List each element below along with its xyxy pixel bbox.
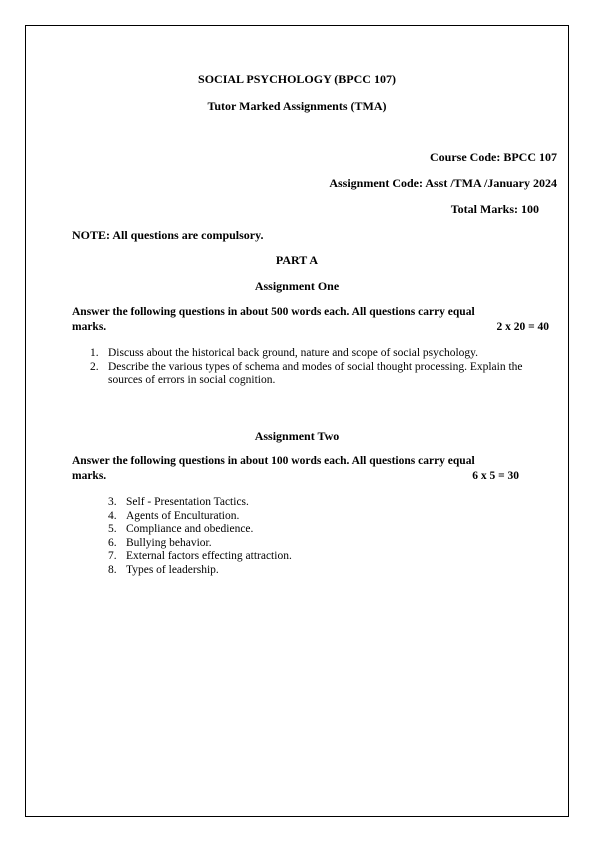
question-item	[90, 347, 550, 361]
question-item	[108, 523, 508, 537]
question-text: Describe the various types of schema and modes of social thought processing. Explain the	[108, 360, 523, 373]
part-heading: PART A	[275, 253, 319, 267]
question-number: 4.	[108, 509, 117, 522]
question-number: 6.	[108, 536, 117, 549]
assignment-one-instruction-cont: marks.	[72, 321, 107, 333]
question-item	[90, 361, 550, 388]
question-number: 5.	[108, 523, 117, 535]
question-number: 7.	[108, 550, 117, 562]
note-text: NOTE: All questions are compulsory.	[72, 228, 264, 242]
question-text: Types of leadership.	[126, 563, 219, 576]
question-text: External factors effecting attraction.	[126, 550, 292, 562]
question-item	[108, 537, 508, 551]
question-text: Self - Presentation Tactics.	[126, 496, 249, 508]
assignment-two-heading: Assignment Two	[254, 429, 340, 443]
assignment-one-questions	[90, 347, 550, 388]
page-border	[25, 25, 569, 817]
question-text: Bullying behavior.	[126, 536, 212, 549]
question-number: 3.	[108, 496, 117, 508]
assignment-one-instruction: Answer the following questions in about 500 words each. All questions carry equal	[72, 306, 475, 318]
question-number: 1.	[90, 347, 99, 359]
total-marks: Total Marks: 100	[450, 202, 539, 216]
question-item	[108, 564, 508, 578]
assignment-two-questions	[108, 496, 508, 577]
question-text: Discuss about the historical back ground, nature and scope of social psychology.	[108, 347, 479, 359]
question-number: 8.	[108, 563, 117, 576]
document-subtitle: Tutor Marked Assignments (TMA)	[207, 99, 387, 113]
assignment-two-instruction: Answer the following questions in about 100 words each. All questions carry equal	[72, 455, 475, 467]
course-title: SOCIAL PSYCHOLOGY (BPCC 107)	[198, 72, 396, 86]
course-code: Course Code: BPCC 107	[430, 150, 557, 164]
assignment-one-heading: Assignment One	[254, 279, 340, 293]
assignment-two-marks: 6 x 5 = 30	[472, 470, 519, 482]
assignment-two-instruction-cont: marks.	[72, 470, 107, 482]
question-item	[108, 510, 508, 524]
question-text-cont: sources of errors in social cognition.	[108, 374, 276, 386]
question-item	[108, 550, 508, 564]
question-text: Compliance and obedience.	[126, 523, 254, 535]
assignment-one-marks: 2 x 20 = 40	[496, 321, 549, 333]
question-text: Agents of Enculturation.	[126, 509, 240, 522]
assignment-code: Assignment Code: Asst /TMA /January 2024	[329, 176, 557, 190]
question-item	[108, 496, 508, 510]
question-number: 2.	[90, 360, 99, 373]
